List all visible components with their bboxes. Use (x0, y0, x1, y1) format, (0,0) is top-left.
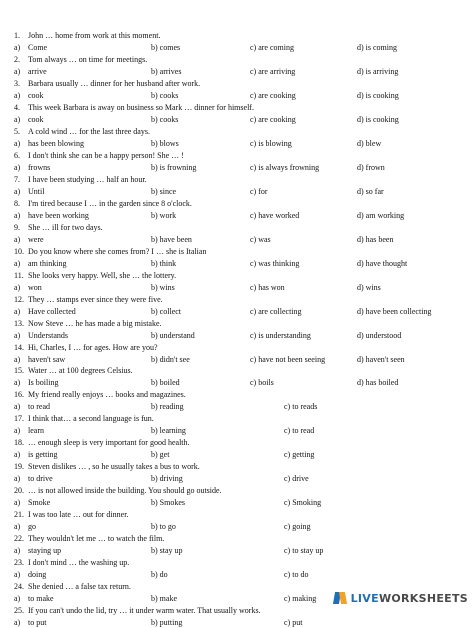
option-a-letter: a) (14, 114, 21, 124)
options-line (0, 425, 474, 436)
option-c[interactable]: c) was (250, 234, 271, 244)
option-a-letter: a) (14, 546, 21, 556)
options-line (0, 282, 474, 293)
option-a-letter: a) (14, 138, 21, 148)
question-text: … is not allowed inside the building. You should go outside. (28, 486, 222, 496)
option-d[interactable]: d) frown (357, 162, 385, 172)
option-a[interactable]: Come (28, 43, 48, 52)
question-line (0, 270, 474, 281)
question-number: 24. (14, 582, 24, 592)
option-b[interactable]: b) putting (151, 618, 183, 627)
option-c[interactable]: c) getting (284, 450, 315, 460)
question-text: She denied … a false tax return. (28, 582, 131, 592)
question-text: I'm tired because I … in the garden since 8 o'clock. (28, 198, 192, 208)
option-b[interactable]: b) didn't see (151, 354, 190, 364)
option-a-letter: a) (14, 66, 21, 76)
option-d[interactable]: d) is arriving (357, 66, 399, 76)
option-b[interactable]: b) understand (151, 330, 195, 340)
question-line (0, 174, 474, 185)
question-number: 5. (14, 126, 20, 136)
option-c[interactable]: c) to reads (284, 402, 318, 412)
question-text: I have been studying … half an hour. (28, 174, 147, 184)
question-line (0, 437, 474, 448)
question-line (0, 222, 474, 233)
option-d[interactable]: d) have thought (357, 258, 408, 268)
options-line (0, 162, 474, 173)
question-number: 10. (14, 246, 24, 256)
option-d[interactable]: d) so far (357, 186, 384, 196)
option-a[interactable]: Have collected (28, 306, 76, 316)
question-line (0, 318, 474, 329)
question-line (0, 294, 474, 305)
option-a-letter: a) (14, 90, 21, 100)
option-c[interactable]: c) is blowing (250, 138, 292, 148)
option-a-letter: a) (14, 43, 21, 52)
option-a-letter: a) (14, 498, 21, 508)
options-line (0, 138, 474, 149)
question-text: … enough sleep is very important for good health. (28, 438, 190, 448)
option-a-letter: a) (14, 378, 21, 388)
option-a[interactable]: am thinking (28, 258, 67, 268)
option-a[interactable]: is getting (28, 450, 58, 460)
option-b[interactable]: b) cooks (151, 90, 179, 100)
options-line (0, 186, 474, 197)
option-a-letter: a) (14, 258, 21, 268)
option-a-letter: a) (14, 234, 21, 244)
question-line (0, 509, 474, 520)
option-d[interactable]: d) has been (357, 234, 394, 244)
option-a-letter: a) (14, 426, 21, 436)
option-c[interactable]: c) are cooking (250, 114, 296, 124)
question-line (0, 342, 474, 353)
option-a[interactable]: have been working (28, 210, 89, 220)
option-a[interactable]: staying up (28, 546, 62, 556)
option-c[interactable]: c) was thinking (250, 258, 300, 268)
option-a[interactable]: won (28, 282, 42, 292)
option-b[interactable]: b) blows (151, 138, 179, 148)
question-number: 14. (14, 342, 24, 352)
options-line (0, 569, 474, 580)
logo-text-live: LIVE (350, 591, 379, 605)
options-line (0, 617, 474, 628)
question-text: Barbara usually … dinner for her husband after work. (28, 78, 201, 88)
option-b[interactable]: b) stay up (151, 546, 183, 556)
options-line (0, 377, 474, 388)
option-b[interactable]: b) Smokes (151, 498, 185, 508)
question-line (0, 533, 474, 544)
question-line (0, 78, 474, 89)
question-number: 2. (14, 55, 20, 64)
question-line (0, 365, 474, 376)
question-number: 19. (14, 462, 24, 472)
question-number: 6. (14, 150, 20, 160)
question-text: Now Steve … he has made a big mistake. (28, 318, 162, 328)
option-c[interactable]: c) have worked (250, 210, 300, 220)
options-line (0, 545, 474, 556)
option-a-letter: a) (14, 306, 21, 316)
option-d[interactable]: d) have been collecting (357, 306, 432, 316)
question-text: I don't mind … the washing up. (28, 558, 130, 568)
question-number: 7. (14, 174, 20, 184)
question-text: I don't think she can be a happy person! She … ! (28, 150, 184, 160)
option-b[interactable]: b) have been (151, 234, 192, 244)
question-text: My friend really enjoys … books and magazines. (28, 390, 186, 400)
option-a[interactable]: Is boiling (28, 378, 59, 388)
option-b[interactable]: b) arrives (151, 66, 182, 76)
question-text: Hi, Charles, I … for ages. How are you? (28, 342, 158, 352)
option-a[interactable]: to drive (28, 474, 53, 484)
option-a-letter: a) (14, 570, 21, 580)
question-text: I was too late … out for dinner. (28, 510, 129, 520)
question-text: John … home from work at this moment. (28, 31, 161, 40)
question-number: 11. (14, 270, 24, 280)
option-a[interactable]: Until (28, 186, 45, 196)
option-a[interactable]: to make (28, 594, 54, 604)
question-text: She looks very happy. Well, she … the lottery. (28, 270, 177, 280)
question-line (0, 102, 474, 113)
option-d[interactable]: d) is coming (357, 43, 397, 52)
option-a-letter: a) (14, 522, 21, 532)
question-line (0, 126, 474, 137)
question-text: They … stamps ever since they were five. (28, 294, 163, 304)
question-number: 25. (14, 606, 24, 615)
option-d[interactable]: d) is cooking (357, 90, 399, 100)
option-c[interactable]: c) going (284, 522, 311, 532)
option-c[interactable]: c) has won (250, 282, 285, 292)
question-line (0, 54, 474, 65)
option-a-letter: a) (14, 282, 21, 292)
option-d[interactable]: d) blew (357, 138, 382, 148)
question-text: Do you know where she comes from? I … she is Italian (28, 246, 207, 256)
option-c[interactable]: c) are coming (250, 43, 294, 52)
option-a[interactable]: were (28, 234, 44, 244)
option-a[interactable]: to read (28, 402, 50, 412)
options-line (0, 497, 474, 508)
option-c[interactable]: c) are collecting (250, 306, 302, 316)
option-d[interactable]: d) am working (357, 210, 405, 220)
question-text: Tom always … on time for meetings. (28, 55, 148, 64)
option-a-letter: a) (14, 186, 21, 196)
option-c[interactable]: c) for (250, 186, 268, 196)
question-number: 12. (14, 294, 24, 304)
option-d[interactable]: d) haven't seen (357, 354, 405, 364)
option-b[interactable]: b) cooks (151, 114, 179, 124)
options-line (0, 521, 474, 532)
question-line (0, 389, 474, 400)
option-c[interactable]: c) are arriving (250, 66, 296, 76)
question-number: 16. (14, 390, 24, 400)
options-line (0, 354, 474, 365)
question-number: 15. (14, 366, 24, 376)
option-c[interactable]: c) is always frowning (250, 162, 320, 172)
option-d[interactable]: d) has boiled (357, 378, 399, 388)
options-line (0, 401, 474, 412)
question-number: 17. (14, 414, 24, 424)
option-a-letter: a) (14, 402, 21, 412)
question-text: This week Barbara is away on business so Mark … dinner for himself. (28, 102, 254, 112)
liveworksheets-logo (333, 589, 468, 607)
question-text: If you can't undo the lid, try … it under warm water. That usually works. (28, 606, 261, 615)
question-line (0, 557, 474, 568)
option-c[interactable]: c) have not been seeing (250, 354, 326, 364)
option-a-letter: a) (14, 618, 21, 627)
question-text: I think that… a second language is fun. (28, 414, 154, 424)
option-c[interactable]: c) boils (250, 378, 274, 388)
question-line (0, 485, 474, 496)
option-a[interactable]: has been blowing (28, 138, 84, 148)
question-text: She … ill for two days. (28, 222, 103, 232)
option-b[interactable]: b) driving (151, 474, 183, 484)
option-b[interactable]: b) to go (151, 522, 176, 532)
options-line (0, 210, 474, 221)
option-b[interactable]: b) work (151, 210, 177, 220)
option-a-letter: a) (14, 474, 21, 484)
option-c[interactable]: c) put (284, 618, 303, 627)
option-d[interactable]: d) wins (357, 282, 381, 292)
option-a[interactable]: to put (28, 618, 47, 627)
question-number: 13. (14, 318, 24, 328)
options-line (0, 473, 474, 484)
option-b[interactable]: b) reading (151, 402, 184, 412)
liveworksheets-logo-icon (333, 591, 347, 605)
options-line (0, 330, 474, 341)
option-a[interactable]: Smoke (28, 498, 51, 508)
question-number: 18. (14, 438, 24, 448)
option-a[interactable]: arrive (28, 66, 47, 76)
options-line (0, 66, 474, 77)
options-line (0, 234, 474, 245)
option-c[interactable]: c) are cooking (250, 90, 296, 100)
question-line (0, 150, 474, 161)
question-number: 21. (14, 510, 24, 520)
option-c[interactable]: c) to read (284, 426, 315, 436)
option-a-letter: a) (14, 162, 21, 172)
question-number: 22. (14, 534, 24, 544)
option-b[interactable]: b) get (151, 450, 170, 460)
question-line (0, 413, 474, 424)
option-d[interactable]: d) is cooking (357, 114, 399, 124)
option-a-letter: a) (14, 354, 21, 364)
option-a[interactable]: frowns (28, 162, 51, 172)
question-number: 23. (14, 558, 24, 568)
option-a[interactable]: haven't saw (28, 354, 66, 364)
option-a[interactable]: doing (28, 570, 47, 580)
options-line (0, 90, 474, 101)
option-c[interactable]: c) making (284, 594, 317, 604)
question-text: A cold wind … for the last three days. (28, 126, 150, 136)
option-b[interactable]: b) since (151, 186, 177, 196)
question-number: 3. (14, 78, 20, 88)
question-text: They wouldn't let me … to watch the film. (28, 534, 165, 544)
question-number: 4. (14, 102, 20, 112)
option-b[interactable]: b) wins (151, 282, 175, 292)
option-c[interactable]: c) to stay up (284, 546, 324, 556)
option-b[interactable]: b) boiled (151, 378, 180, 388)
logo-text-worksheets: WORKSHEETS (378, 591, 468, 605)
option-b[interactable]: b) is frowning (151, 162, 197, 172)
option-a-letter: a) (14, 330, 21, 340)
options-line (0, 449, 474, 460)
option-a[interactable]: cook (28, 90, 44, 100)
option-c[interactable]: c) Smoking (284, 498, 322, 508)
options-line (0, 42, 474, 53)
question-text: Water … at 100 degrees Celsius. (28, 366, 133, 376)
question-number: 8. (14, 198, 20, 208)
question-line (0, 30, 474, 41)
option-a[interactable]: Understands (28, 330, 68, 340)
option-a-letter: a) (14, 594, 21, 604)
options-line (0, 114, 474, 125)
option-b[interactable]: b) do (151, 570, 168, 580)
question-line (0, 198, 474, 209)
option-b[interactable]: b) think (151, 258, 177, 268)
options-line (0, 306, 474, 317)
option-d[interactable]: d) understood (357, 330, 402, 340)
option-a-letter: a) (14, 450, 21, 460)
question-line (0, 246, 474, 257)
option-b[interactable]: b) collect (151, 306, 181, 316)
option-b[interactable]: b) learning (151, 426, 186, 436)
option-c[interactable]: c) is understanding (250, 330, 311, 340)
question-number: 9. (14, 222, 20, 232)
options-line (0, 258, 474, 269)
option-b[interactable]: b) make (151, 594, 177, 604)
option-c[interactable]: c) to do (284, 570, 309, 580)
question-line (0, 461, 474, 472)
option-c[interactable]: c) drive (284, 474, 309, 484)
option-a-letter: a) (14, 210, 21, 220)
question-number: 1. (14, 31, 20, 40)
option-b[interactable]: b) comes (151, 43, 181, 52)
question-number: 20. (14, 486, 24, 496)
question-text: Steven dislikes … , so he usually takes a bus to work. (28, 462, 200, 472)
option-a[interactable]: cook (28, 114, 44, 124)
option-a[interactable]: go (28, 522, 36, 532)
option-a[interactable]: learn (28, 426, 44, 436)
